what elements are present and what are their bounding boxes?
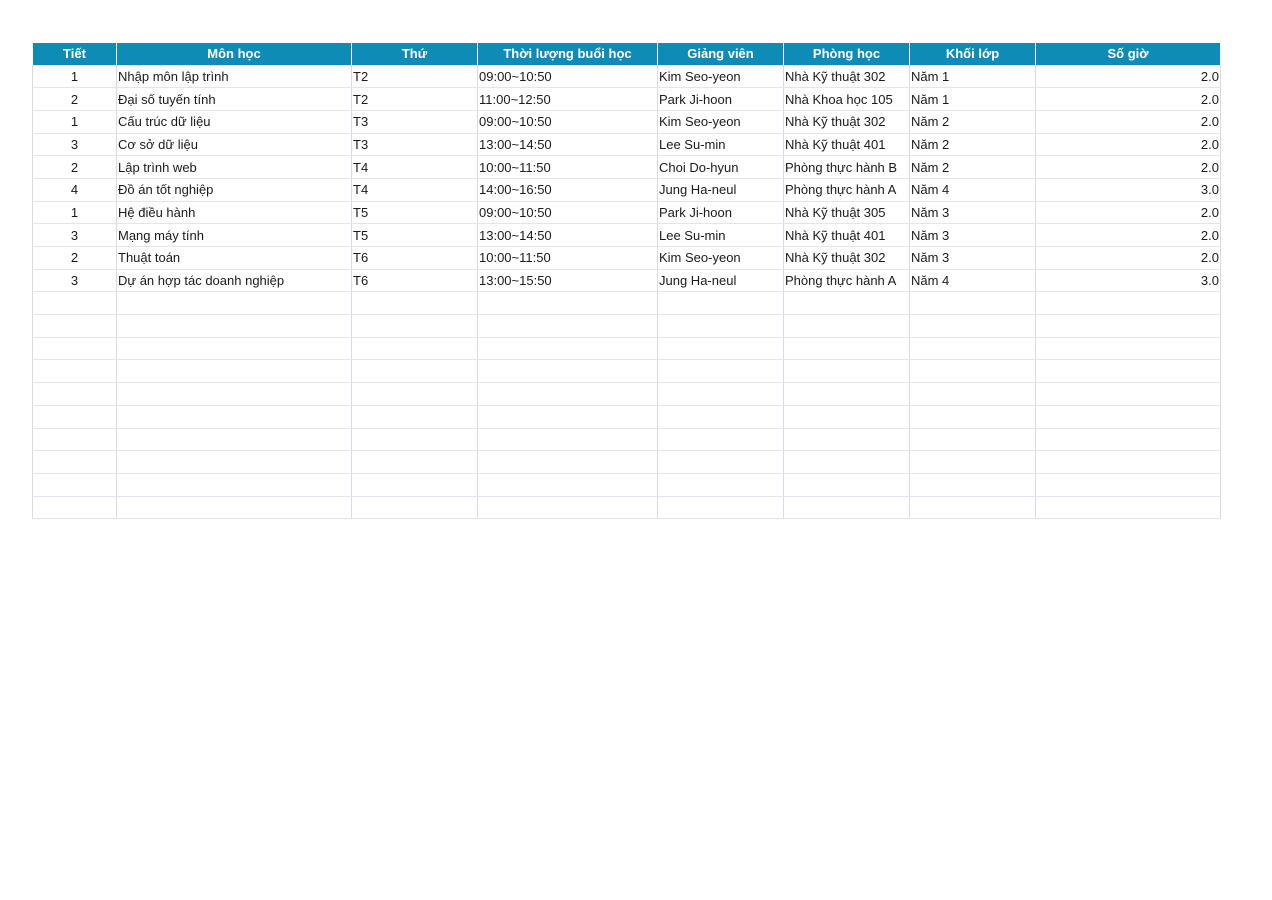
year-cell[interactable]: Năm 4 [910,269,1036,292]
hours-cell[interactable]: 2.0 [1036,156,1221,179]
header-room[interactable]: Phòng học [784,43,910,65]
lecturer-cell[interactable] [658,337,784,360]
year-cell[interactable] [910,337,1036,360]
room-cell[interactable] [784,496,910,519]
subject-cell[interactable]: Cơ sở dữ liệu [117,133,352,156]
duration-cell[interactable]: 13:00~14:50 [478,224,658,247]
period-cell[interactable] [33,360,117,383]
subject-cell[interactable] [117,292,352,315]
room-cell[interactable]: Phòng thực hành B [784,156,910,179]
table-row [33,292,1221,315]
room-cell[interactable]: Nhà Kỹ thuật 302 [784,247,910,270]
room-cell[interactable] [784,473,910,496]
subject-cell[interactable] [117,405,352,428]
hours-cell[interactable] [1036,405,1221,428]
year-cell[interactable]: Năm 2 [910,133,1036,156]
year-cell[interactable]: Năm 3 [910,201,1036,224]
duration-cell[interactable]: 09:00~10:50 [478,201,658,224]
weekday-cell[interactable]: T3 [352,133,478,156]
period-cell[interactable]: 2 [33,156,117,179]
lecturer-cell[interactable]: Choi Do-hyun [658,156,784,179]
hours-cell[interactable]: 2.0 [1036,133,1221,156]
lecturer-cell[interactable] [658,496,784,519]
header-weekday[interactable]: Thứ [352,43,478,65]
year-cell[interactable] [910,496,1036,519]
lecturer-cell[interactable]: Jung Ha-neul [658,178,784,201]
subject-cell[interactable] [117,473,352,496]
subject-cell[interactable]: Nhập môn lập trình [117,65,352,88]
duration-cell[interactable]: 13:00~15:50 [478,269,658,292]
subject-cell[interactable] [117,360,352,383]
hours-cell[interactable]: 3.0 [1036,269,1221,292]
schedule-table [32,43,1221,519]
table-row [33,269,1221,292]
lecturer-cell[interactable]: Lee Su-min [658,224,784,247]
year-cell[interactable]: Năm 3 [910,224,1036,247]
period-cell[interactable] [33,451,117,474]
room-cell[interactable] [784,360,910,383]
hours-cell[interactable] [1036,292,1221,315]
duration-cell[interactable] [478,315,658,338]
period-cell[interactable]: 3 [33,224,117,247]
lecturer-cell[interactable] [658,451,784,474]
lecturer-cell[interactable]: Kim Seo-yeon [658,247,784,270]
room-cell[interactable] [784,383,910,406]
period-cell[interactable] [33,292,117,315]
header-year[interactable]: Khối lớp [910,43,1036,65]
room-cell[interactable]: Phòng thực hành A [784,269,910,292]
weekday-cell[interactable] [352,292,478,315]
table-row [33,405,1221,428]
subject-cell[interactable] [117,428,352,451]
room-cell[interactable]: Phòng thực hành A [784,178,910,201]
duration-cell[interactable]: 09:00~10:50 [478,110,658,133]
weekday-cell[interactable]: T3 [352,110,478,133]
header-row [33,43,1221,65]
year-cell[interactable]: Năm 2 [910,156,1036,179]
year-cell[interactable] [910,315,1036,338]
year-cell[interactable] [910,383,1036,406]
table-row [33,224,1221,247]
year-cell[interactable] [910,405,1036,428]
subject-cell[interactable]: Thuật toán [117,247,352,270]
room-cell[interactable] [784,337,910,360]
duration-cell[interactable] [478,383,658,406]
table-row [33,451,1221,474]
hours-cell[interactable] [1036,337,1221,360]
period-cell[interactable] [33,337,117,360]
duration-cell[interactable]: 13:00~14:50 [478,133,658,156]
period-cell[interactable] [33,496,117,519]
subject-cell[interactable]: Đồ án tốt nghiệp [117,178,352,201]
table-row [33,247,1221,270]
subject-cell[interactable]: Lập trình web [117,156,352,179]
room-cell[interactable] [784,405,910,428]
year-cell[interactable]: Năm 1 [910,88,1036,111]
subject-cell[interactable]: Dự án hợp tác doanh nghiệp [117,269,352,292]
duration-cell[interactable] [478,405,658,428]
room-cell[interactable]: Nhà Kỹ thuật 302 [784,65,910,88]
room-cell[interactable]: Nhà Kỹ thuật 401 [784,224,910,247]
year-cell[interactable] [910,360,1036,383]
duration-cell[interactable] [478,428,658,451]
year-cell[interactable] [910,473,1036,496]
subject-cell[interactable]: Đại số tuyến tính [117,88,352,111]
period-cell[interactable]: 1 [33,65,117,88]
period-cell[interactable] [33,428,117,451]
weekday-cell[interactable] [352,405,478,428]
duration-cell[interactable] [478,360,658,383]
header-subject[interactable]: Môn học [117,43,352,65]
lecturer-cell[interactable]: Jung Ha-neul [658,269,784,292]
table-row [33,156,1221,179]
duration-cell[interactable]: 14:00~16:50 [478,178,658,201]
subject-cell[interactable] [117,383,352,406]
lecturer-cell[interactable] [658,405,784,428]
period-cell[interactable]: 2 [33,247,117,270]
header-duration[interactable]: Thời lượng buổi học [478,43,658,65]
room-cell[interactable]: Nhà Kỹ thuật 302 [784,110,910,133]
table-row [33,133,1221,156]
hours-cell[interactable] [1036,383,1221,406]
lecturer-cell[interactable]: Lee Su-min [658,133,784,156]
hours-cell[interactable] [1036,428,1221,451]
hours-cell[interactable] [1036,473,1221,496]
period-cell[interactable] [33,383,117,406]
year-cell[interactable]: Năm 4 [910,178,1036,201]
header-lecturer[interactable]: Giảng viên [658,43,784,65]
weekday-cell[interactable] [352,496,478,519]
weekday-cell[interactable] [352,451,478,474]
lecturer-cell[interactable]: Kim Seo-yeon [658,65,784,88]
hours-cell[interactable]: 2.0 [1036,65,1221,88]
room-cell[interactable] [784,428,910,451]
hours-cell[interactable]: 2.0 [1036,88,1221,111]
header-hours[interactable]: Số giờ [1036,43,1221,65]
weekday-cell[interactable]: T6 [352,247,478,270]
lecturer-cell[interactable]: Park Ji-hoon [658,201,784,224]
hours-cell[interactable] [1036,315,1221,338]
duration-cell[interactable] [478,451,658,474]
duration-cell[interactable] [478,473,658,496]
year-cell[interactable]: Năm 2 [910,110,1036,133]
weekday-cell[interactable] [352,360,478,383]
period-cell[interactable] [33,405,117,428]
weekday-cell[interactable]: T4 [352,178,478,201]
table-row [33,428,1221,451]
duration-cell[interactable]: 09:00~10:50 [478,65,658,88]
lecturer-cell[interactable] [658,315,784,338]
period-cell[interactable]: 3 [33,133,117,156]
period-cell[interactable]: 3 [33,269,117,292]
table-row [33,65,1221,88]
lecturer-cell[interactable] [658,473,784,496]
hours-cell[interactable]: 2.0 [1036,201,1221,224]
table-row [33,360,1221,383]
hours-cell[interactable]: 3.0 [1036,178,1221,201]
table-row [33,496,1221,519]
subject-cell[interactable] [117,337,352,360]
lecturer-cell[interactable] [658,292,784,315]
duration-cell[interactable]: 10:00~11:50 [478,156,658,179]
year-cell[interactable]: Năm 3 [910,247,1036,270]
table-row [33,110,1221,133]
room-cell[interactable]: Nhà Khoa học 105 [784,88,910,111]
subject-cell[interactable]: Mạng máy tính [117,224,352,247]
lecturer-cell[interactable] [658,428,784,451]
table-row [33,88,1221,111]
weekday-cell[interactable] [352,337,478,360]
room-cell[interactable]: Nhà Kỹ thuật 305 [784,201,910,224]
hours-cell[interactable]: 2.0 [1036,247,1221,270]
weekday-cell[interactable] [352,383,478,406]
period-cell[interactable]: 1 [33,110,117,133]
weekday-cell[interactable] [352,473,478,496]
hours-cell[interactable] [1036,496,1221,519]
table-row [33,473,1221,496]
subject-cell[interactable] [117,315,352,338]
duration-cell[interactable] [478,496,658,519]
year-cell[interactable]: Năm 1 [910,65,1036,88]
subject-cell[interactable]: Hệ điều hành [117,201,352,224]
subject-cell[interactable]: Cấu trúc dữ liệu [117,110,352,133]
weekday-cell[interactable]: T4 [352,156,478,179]
weekday-cell[interactable] [352,315,478,338]
duration-cell[interactable]: 11:00~12:50 [478,88,658,111]
subject-cell[interactable] [117,496,352,519]
period-cell[interactable] [33,473,117,496]
period-cell[interactable]: 1 [33,201,117,224]
period-cell[interactable] [33,315,117,338]
year-cell[interactable] [910,428,1036,451]
hours-cell[interactable]: 2.0 [1036,224,1221,247]
hours-cell[interactable] [1036,360,1221,383]
header-period[interactable]: Tiết [33,43,117,65]
table-row [33,178,1221,201]
duration-cell[interactable]: 10:00~11:50 [478,247,658,270]
lecturer-cell[interactable]: Kim Seo-yeon [658,110,784,133]
table-row [33,315,1221,338]
weekday-cell[interactable]: T6 [352,269,478,292]
room-cell[interactable] [784,292,910,315]
table-body [33,65,1221,519]
year-cell[interactable] [910,292,1036,315]
duration-cell[interactable] [478,292,658,315]
weekday-cell[interactable]: T5 [352,201,478,224]
hours-cell[interactable]: 2.0 [1036,110,1221,133]
weekday-cell[interactable]: T2 [352,88,478,111]
period-cell[interactable]: 2 [33,88,117,111]
hours-cell[interactable] [1036,451,1221,474]
year-cell[interactable] [910,451,1036,474]
lecturer-cell[interactable] [658,383,784,406]
room-cell[interactable] [784,451,910,474]
subject-cell[interactable] [117,451,352,474]
lecturer-cell[interactable]: Park Ji-hoon [658,88,784,111]
room-cell[interactable]: Nhà Kỹ thuật 401 [784,133,910,156]
weekday-cell[interactable]: T2 [352,65,478,88]
room-cell[interactable] [784,315,910,338]
period-cell[interactable]: 4 [33,178,117,201]
table-row [33,383,1221,406]
table-row [33,201,1221,224]
weekday-cell[interactable]: T5 [352,224,478,247]
weekday-cell[interactable] [352,428,478,451]
lecturer-cell[interactable] [658,360,784,383]
table-row [33,337,1221,360]
duration-cell[interactable] [478,337,658,360]
